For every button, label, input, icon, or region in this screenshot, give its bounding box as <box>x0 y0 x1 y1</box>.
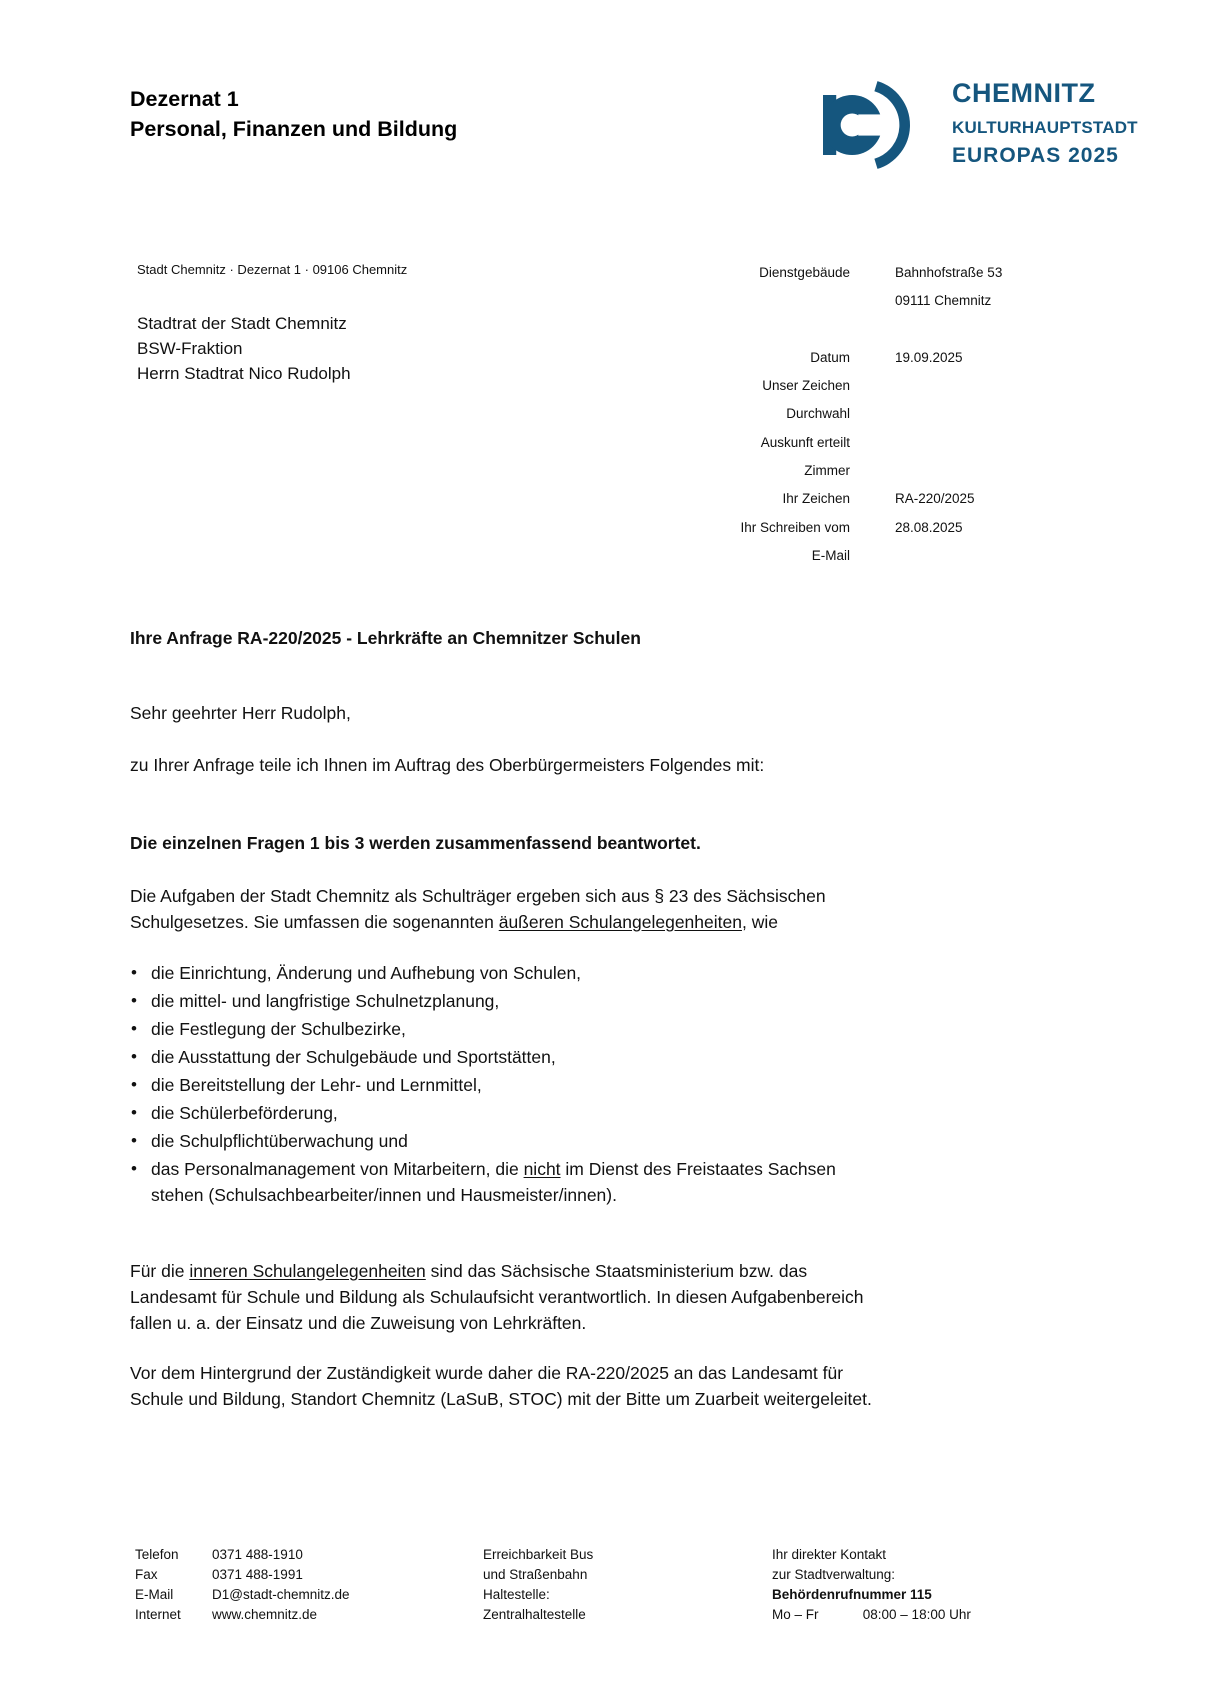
footer-value-email: D1@stadt-chemnitz.de <box>212 1587 350 1602</box>
text-segment: im Dienst des Freistaates Sachsen <box>560 1159 836 1179</box>
transit-line1: Erreichbarkeit Bus <box>483 1547 594 1562</box>
tasks-paragraph-line1: Die Aufgaben der Stadt Chemnitz als Schulträger ergeben sich aus § 23 des Sächsischen <box>130 886 826 906</box>
recipient-line2: BSW-Fraktion <box>137 339 243 358</box>
text-segment: Schulgesetzes. Sie umfassen die sogenannten <box>130 912 499 932</box>
info-value: 28.08.2025 <box>895 519 963 535</box>
info-row-datum <box>700 344 1040 372</box>
info-row-ihr-zeichen <box>700 485 1040 513</box>
letter-info-block <box>700 259 1040 570</box>
info-value: Bahnhofstraße 53 <box>895 265 1003 280</box>
bullet-item-personalmanagement <box>130 1156 1130 1208</box>
emphasis-paragraph: Die einzelnen Fragen 1 bis 3 werden zusammenfassend beantwortet. <box>130 833 701 853</box>
info-row-dienstgebaeude <box>700 259 1040 287</box>
transit-line3: Haltestelle: <box>483 1587 550 1602</box>
footer-row-fax <box>135 1565 350 1585</box>
info-value: RA-220/2025 <box>895 491 975 507</box>
text-segment: , wie <box>741 912 778 932</box>
text-segment: sind das Sächsische Staatsministerium bzw. das <box>425 1261 808 1281</box>
chemnitz-logo-wordmark <box>952 78 1152 172</box>
info-label: Ihr Schreiben vom <box>740 519 850 535</box>
hours-time: 08:00 – 18:00 Uhr <box>862 1607 971 1622</box>
tasks-paragraph-line2 <box>130 909 826 935</box>
bullet-line2: stehen (Schulsachbearbeiter/innen und Hausmeister/innen). <box>151 1185 617 1205</box>
text-segment: Für die <box>130 1261 190 1281</box>
logo-subtitle1-text: KULTURHAUPTSTADT <box>952 118 1138 137</box>
info-label: Auskunft erteilt <box>760 434 850 450</box>
info-label: Zimmer <box>804 463 850 479</box>
info-value <box>895 372 1035 400</box>
hours-days: Mo – Fr <box>772 1607 819 1622</box>
bullet-item: • die Festlegung der Schulbezirke, <box>130 1016 1130 1042</box>
recipient-address <box>137 311 351 386</box>
info-label <box>700 287 850 315</box>
tasks-paragraph <box>130 883 826 935</box>
recipient-line1: Stadtrat der Stadt Chemnitz <box>137 314 347 333</box>
department-line2: Personal, Finanzen und Bildung <box>130 117 458 141</box>
info-label: E-Mail <box>811 547 850 563</box>
subject-line: Ihre Anfrage RA-220/2025 - Lehrkräfte an Chemnitzer Schulen <box>130 628 641 648</box>
info-label: Durchwahl <box>786 406 850 422</box>
footer-label: Telefon <box>135 1547 179 1562</box>
inner-affairs-paragraph <box>130 1258 864 1336</box>
bullet-item: • die Ausstattung der Schulgebäude und Sportstätten, <box>130 1044 1130 1070</box>
footer-value-phone: 0371 488-1910 <box>212 1547 303 1562</box>
text-segment: das Personalmanagement von Mitarbeitern, die <box>151 1159 524 1179</box>
footer-row-internet <box>135 1605 350 1625</box>
footer-value-website: www.chemnitz.de <box>212 1607 318 1622</box>
bullet-line1 <box>151 1156 1130 1182</box>
transit-line4: Zentralhaltestelle <box>483 1607 586 1622</box>
underlined-segment: nicht <box>523 1159 561 1179</box>
info-row-dienstgebaeude-city <box>700 287 1040 315</box>
bullet-item: • die mittel- und langfristige Schulnetzplanung, <box>130 988 1130 1014</box>
department-header <box>130 84 457 144</box>
bullet-item: • die Einrichtung, Änderung und Aufhebung von Schulen, <box>130 960 1130 986</box>
underlined-segment: inneren Schulangelegenheiten <box>189 1261 426 1281</box>
direct-contact-line2: zur Stadtverwaltung: <box>772 1567 896 1582</box>
bullet-item: • die Schulpflichtüberwachung und <box>130 1128 1130 1154</box>
forwarding-paragraph <box>130 1360 872 1412</box>
direct-contact-line1: Ihr direkter Kontakt <box>772 1547 887 1562</box>
footer-value-fax: 0371 488-1991 <box>212 1567 303 1582</box>
salutation: Sehr geehrter Herr Rudolph, <box>130 703 351 723</box>
underlined-segment: äußeren Schulangelegenheiten <box>498 912 742 932</box>
footer-transit-column <box>483 1545 593 1625</box>
footer-row-telefon <box>135 1545 350 1565</box>
info-row-unser-zeichen <box>700 372 1040 400</box>
info-label: Datum <box>810 349 850 365</box>
footer-label: Fax <box>135 1567 158 1582</box>
logo-subtitle2-text: EUROPAS 2025 <box>952 144 1119 167</box>
inner-affairs-line1 <box>130 1258 864 1284</box>
forwarding-line2: Schule und Bildung, Standort Chemnitz (LaSuB, STOC) mit der Bitte um Zuarbeit weitergeleitet. <box>130 1389 872 1409</box>
info-value <box>895 457 1035 485</box>
info-row-zimmer <box>700 457 1040 485</box>
info-value: 09111 Chemnitz <box>895 293 992 309</box>
transit-line2: und Straßenbahn <box>483 1567 588 1582</box>
info-row-ihr-schreiben <box>700 514 1040 542</box>
bullet-item: • die Bereitstellung der Lehr- und Lernmittel, <box>130 1072 1130 1098</box>
footer-contact-column <box>135 1545 350 1625</box>
bullet-item: • die Schülerbeförderung, <box>130 1100 1130 1126</box>
footer-label: E-Mail <box>135 1587 174 1602</box>
footer-row-email <box>135 1585 350 1605</box>
chemnitz-c-logo-icon <box>823 78 913 172</box>
info-value <box>895 429 1035 457</box>
info-row-email <box>700 542 1040 570</box>
bullet-list <box>130 960 1130 1210</box>
info-value <box>895 542 1035 570</box>
info-label: Dienstgebäude <box>759 265 850 280</box>
direct-contact-hotline: Behördenrufnummer 115 <box>772 1587 932 1602</box>
inner-affairs-line2: Landesamt für Schule und Bildung als Schulaufsicht verantwortlich. In diesen Aufgabenbereich <box>130 1287 864 1307</box>
info-label: Unser Zeichen <box>762 378 850 394</box>
intro-paragraph: zu Ihrer Anfrage teile ich Ihnen im Auftrag des Oberbürgermeisters Folgendes mit: <box>130 755 765 775</box>
info-row-auskunft <box>700 429 1040 457</box>
forwarding-line1: Vor dem Hintergrund der Zuständigkeit wurde daher die RA-220/2025 an das Landesamt für <box>130 1363 844 1383</box>
recipient-line3: Herrn Stadtrat Nico Rudolph <box>137 364 351 383</box>
footer-direct-contact-column <box>772 1545 971 1625</box>
return-address-line: Stadt Chemnitz · Dezernat 1 · 09106 Chemnitz <box>137 262 408 277</box>
info-value <box>895 400 1035 428</box>
direct-contact-hours <box>772 1605 971 1625</box>
info-row-durchwahl <box>700 400 1040 428</box>
inner-affairs-line3: fallen u. a. der Einsatz und die Zuweisung von Lehrkräften. <box>130 1313 587 1333</box>
footer-label: Internet <box>135 1607 181 1622</box>
logo-brand-text: CHEMNITZ <box>952 78 1096 108</box>
info-label: Ihr Zeichen <box>782 491 850 507</box>
info-value: 19.09.2025 <box>895 349 963 365</box>
department-line1: Dezernat 1 <box>130 87 239 111</box>
